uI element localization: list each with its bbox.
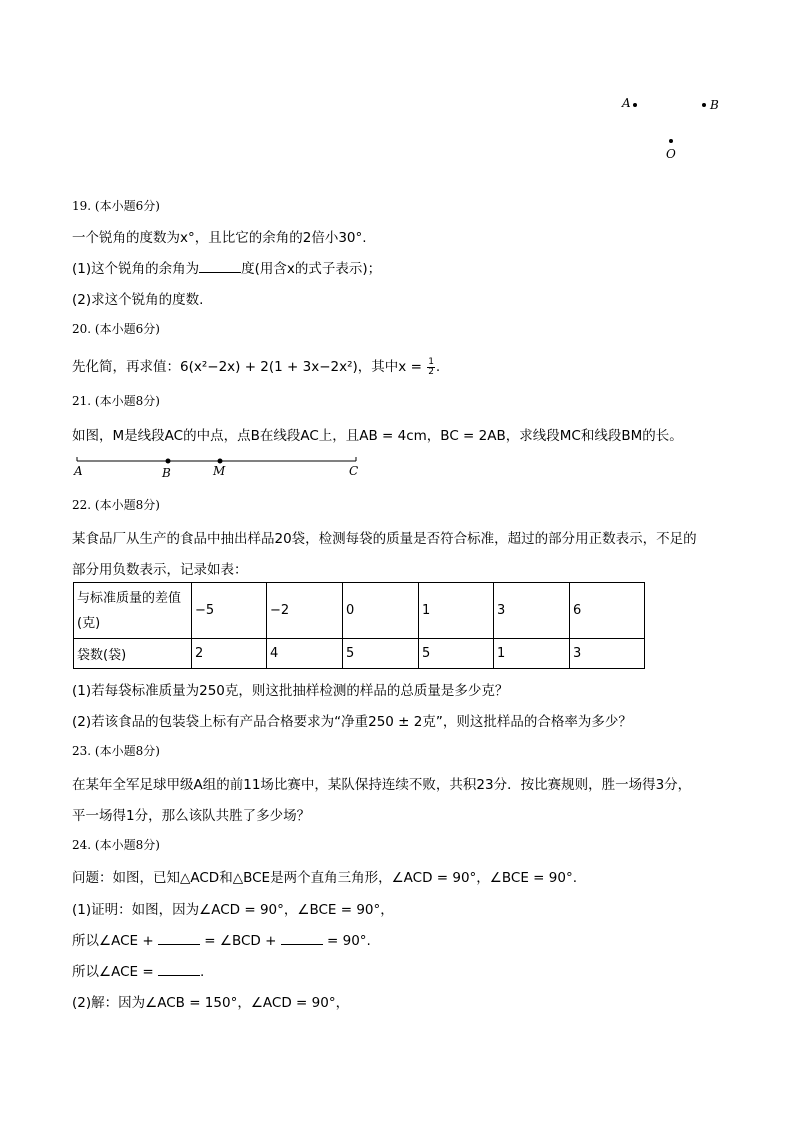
q20-stem-pre: 先化简，再求值：6(x²−2x) + 2(1 + 3x−2x²)，其中x = xyxy=(72,359,427,375)
table-cell: −5 xyxy=(192,583,267,639)
table-cell: 0 xyxy=(343,583,419,639)
q21-label-b: B xyxy=(162,466,171,480)
table-cell: 1 xyxy=(494,639,570,669)
table-cell: −2 xyxy=(267,583,343,639)
q22-part2: (2)若该食品的包装袋上标有产品合格要求为“净重250 ± 2克”，则这批样品的合格率为多少？ xyxy=(72,714,632,730)
q24-part1-line1: (1)证明：如图，因为∠ACD = 90°，∠BCE = 90°， xyxy=(72,902,394,918)
label-b: B xyxy=(710,98,719,112)
q24-line3-a: 所以∠ACE = xyxy=(72,964,154,980)
q24-line3-b: . xyxy=(199,964,205,980)
q24-line2-c: = 90°. xyxy=(327,933,371,949)
q20-stem xyxy=(72,355,440,377)
q22-stem-line2: 部分用负数表示，记录如表： xyxy=(72,562,248,578)
label-o: O xyxy=(666,147,676,161)
table-cell: 6 xyxy=(570,583,645,639)
q24-blank-1 xyxy=(158,944,200,945)
table-header-cell: 袋数(袋) xyxy=(74,639,192,669)
q22-table xyxy=(73,582,645,669)
q20-fraction xyxy=(427,358,435,377)
table-cell: 5 xyxy=(343,639,419,669)
q19-part2: (2)求这个锐角的度数. xyxy=(72,292,204,308)
point-b-dot xyxy=(702,103,706,107)
table-row xyxy=(74,639,645,669)
point-m-segment-dot xyxy=(218,459,223,464)
table-cell: 3 xyxy=(570,639,645,669)
q24-part1-line2 xyxy=(72,929,371,949)
q19-part1-post: 度(用含x的式子表示)； xyxy=(241,261,382,277)
q20-frac-den: 2 xyxy=(428,366,434,377)
table-header-line1: 与标准质量的差值 xyxy=(77,590,182,606)
q20-heading: 20. (本小题6分) xyxy=(72,322,160,336)
q23-stem-line1: 在某年全军足球甲级A组的前11场比赛中，某队保持连续不败，共积23分．按比赛规则，胜一场得3分， xyxy=(72,777,692,793)
q24-line2-b: = ∠BCD + xyxy=(204,933,277,949)
q24-part1-line3 xyxy=(72,960,204,980)
q24-part2-line1: (2)解：因为∠ACB = 150°，∠ACD = 90°， xyxy=(72,995,350,1011)
point-a-dot xyxy=(633,103,637,107)
q19-stem: 一个锐角的度数为x°，且比它的余角的2倍小30°. xyxy=(72,230,367,246)
table-cell: 5 xyxy=(419,639,494,669)
q19-blank xyxy=(199,272,241,273)
q19-part1-pre: (1)这个锐角的余角为 xyxy=(72,261,200,277)
q23-stem-line2: 平一场得1分，那么该队共胜了多少场？ xyxy=(72,808,311,824)
q21-label-c: C xyxy=(349,464,359,478)
point-b-segment-dot xyxy=(166,459,171,464)
q24-line2-a: 所以∠ACE + xyxy=(72,933,154,949)
q24-blank-3 xyxy=(158,975,200,976)
q19-heading: 19. (本小题6分) xyxy=(72,199,160,213)
q20-frac-num: 1 xyxy=(428,356,434,367)
q24-heading: 24. (本小题8分) xyxy=(72,838,160,852)
q21-stem: 如图，M是线段AC的中点，点B在线段AC上，且AB = 4cm，BC = 2AB，求线段MC和线段BM的长。 xyxy=(72,428,683,444)
table-cell: 1 xyxy=(419,583,494,639)
table-cell: 4 xyxy=(267,639,343,669)
table-header-cell xyxy=(74,583,192,639)
q19-part1 xyxy=(72,257,381,277)
table-header-line2: (克) xyxy=(77,615,101,631)
q21-label-a: A xyxy=(74,464,83,478)
q24-blank-2 xyxy=(281,944,323,945)
q21-heading: 21. (本小题8分) xyxy=(72,394,160,408)
q21-label-m: M xyxy=(213,464,226,478)
q22-part1: (1)若每袋标准质量为250克，则这批抽样检测的样品的总质量是多少克？ xyxy=(72,683,509,699)
point-o-dot xyxy=(669,139,673,143)
q22-stem-line1: 某食品厂从生产的食品中抽出样品20袋，检测每袋的质量是否符合标准，超过的部分用正数表示，不足的 xyxy=(72,531,697,547)
table-cell: 2 xyxy=(192,639,267,669)
q24-stem: 问题：如图，已知△ACD和△BCE是两个直角三角形，∠ACD = 90°，∠BCE = 90°. xyxy=(72,870,578,886)
label-a: A xyxy=(622,96,631,110)
table-cell: 3 xyxy=(494,583,570,639)
q22-heading: 22. (本小题8分) xyxy=(72,498,160,512)
q23-heading: 23. (本小题8分) xyxy=(72,744,160,758)
table-row xyxy=(74,583,645,639)
q20-stem-post: . xyxy=(435,359,441,375)
